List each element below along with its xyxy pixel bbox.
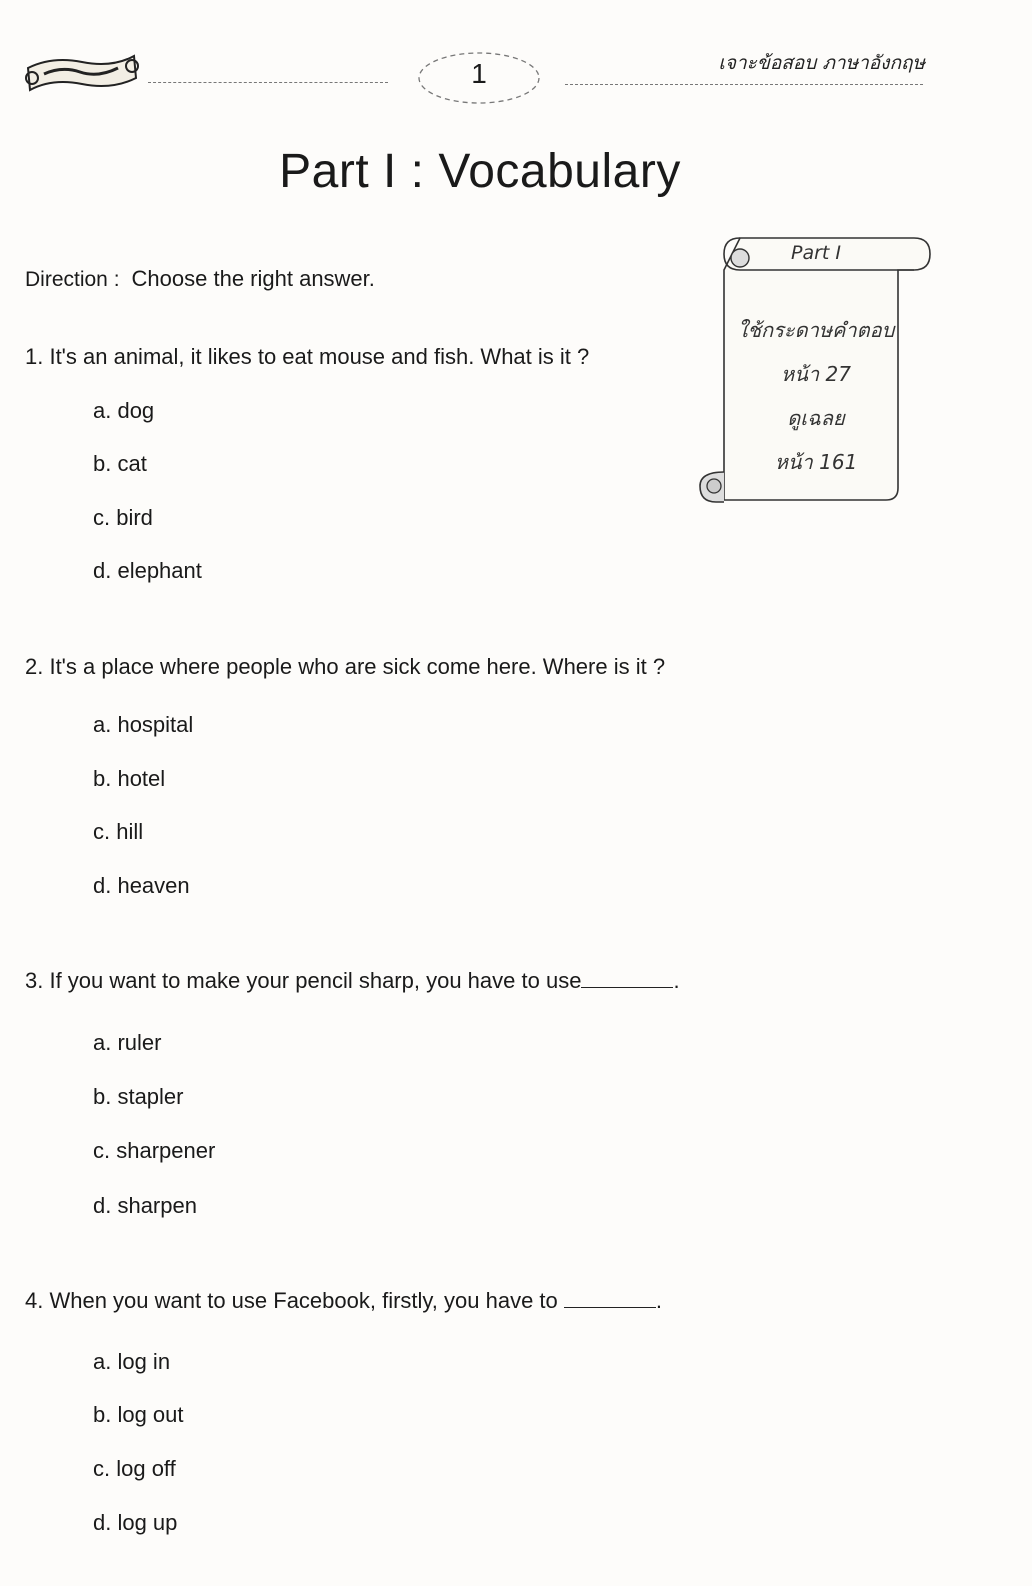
question-2-option-a: a. hospital — [93, 712, 194, 737]
question-1-stem: 1. It's an animal, it likes to eat mouse and fish. What is it ? — [25, 344, 590, 369]
question-3-blank — [581, 969, 673, 988]
question-3-option-d: d. sharpen — [93, 1193, 197, 1218]
question-1-option-b: b. cat — [93, 451, 147, 476]
question-2-option-d: d. heaven — [93, 873, 190, 898]
scroll-banner-logo-icon — [22, 48, 142, 100]
question-1-option-a: a. dog — [93, 398, 155, 423]
question-4-option-d: d. log up — [93, 1510, 178, 1535]
question-4-stem — [25, 1288, 662, 1314]
question-4-blank — [564, 1289, 656, 1308]
answer-note-heading: Part I — [790, 242, 841, 264]
question-3-stem-text: 3. If you want to make your pencil sharp, you have to use — [25, 968, 582, 993]
page-number: 1 — [471, 58, 487, 89]
question-4-stem-end: . — [655, 1288, 662, 1313]
header-left-rule — [148, 82, 388, 83]
direction-label: Direction : — [25, 268, 120, 291]
question-3-option-a: a. ruler — [93, 1030, 162, 1055]
question-4-option-a: a. log in — [93, 1349, 171, 1374]
question-2-stem: 2. It's a place where people who are sick come here. Where is it ? — [25, 654, 666, 679]
question-4-option-c: c. log off — [93, 1456, 176, 1481]
book-title: เจาะข้อสอบ ภาษาอังกฤษ — [718, 52, 925, 74]
direction-text: Choose the right answer. — [131, 266, 375, 291]
question-3-stem-end: . — [673, 968, 680, 993]
page-title: Part I : Vocabulary — [279, 145, 681, 198]
direction — [25, 266, 375, 292]
header-right-rule — [565, 84, 923, 85]
answer-note-line3: ดูเฉลย — [787, 406, 845, 430]
answer-note-line2: หน้า 27 — [781, 362, 851, 386]
question-2-option-c: c. hill — [93, 819, 144, 844]
question-3-option-b: b. stapler — [93, 1084, 184, 1109]
question-3-stem — [25, 968, 680, 994]
question-1-option-c: c. bird — [93, 505, 153, 530]
question-4-option-b: b. log out — [93, 1402, 184, 1427]
question-4-stem-text: 4. When you want to use Facebook, firstly, you have to — [25, 1288, 564, 1313]
question-2-option-b: b. hotel — [93, 766, 166, 791]
answer-note-line4: หน้า 161 — [774, 450, 858, 474]
question-3-option-c: c. sharpener — [93, 1138, 216, 1163]
answer-note-line1: ใช้กระดาษคำตอบ — [737, 318, 895, 342]
question-1-option-d: d. elephant — [93, 558, 202, 583]
